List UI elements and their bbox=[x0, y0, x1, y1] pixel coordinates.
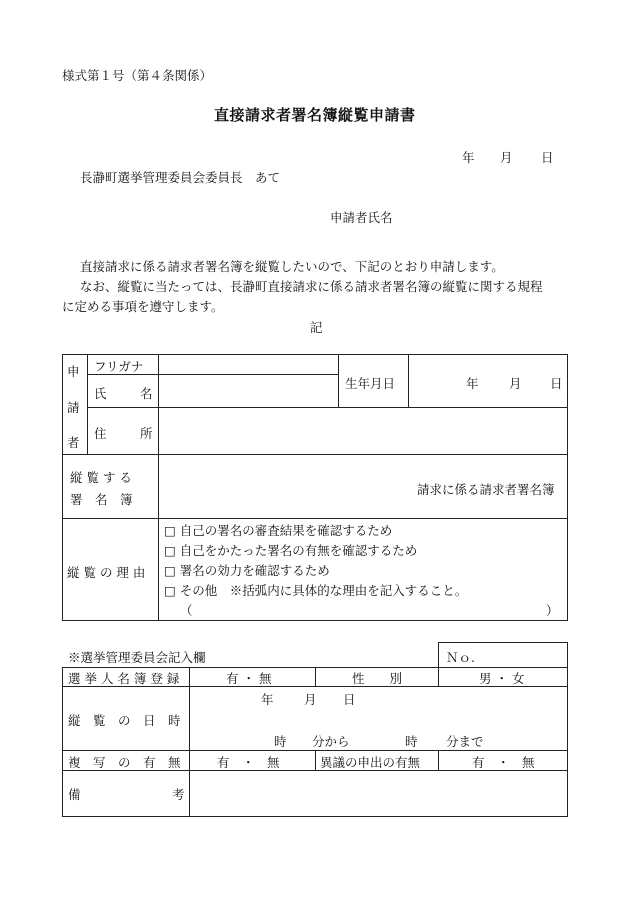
reason-paren-close: ） bbox=[546, 603, 559, 618]
time-from: 分から bbox=[312, 734, 350, 749]
body-line-2: なお、縦覧に当たっては、長瀞町直接請求に係る請求者署名簿の縦覧に関する規程 bbox=[80, 279, 543, 294]
applicant-side-label-3: 者 bbox=[67, 435, 80, 450]
address-label-1: 住 bbox=[94, 426, 107, 441]
ki-label: 記 bbox=[310, 320, 323, 335]
view-date-label: 縦 覧 の 日 時 bbox=[68, 713, 181, 728]
name-label-2: 名 bbox=[140, 386, 153, 401]
furigana-label: フリガナ bbox=[94, 359, 144, 374]
sex-value: 男 ・ 女 bbox=[479, 671, 525, 686]
date-day: 日 bbox=[541, 150, 554, 165]
applicant-name-label: 申請者氏名 bbox=[330, 210, 393, 225]
reason-paren-open: （ bbox=[180, 603, 193, 618]
checkbox-icon[interactable]: □ bbox=[164, 563, 176, 578]
checkbox-icon[interactable]: □ bbox=[164, 543, 176, 558]
time-from-hour: 時 bbox=[274, 734, 287, 749]
birth-day: 日 bbox=[550, 376, 563, 391]
sex-label: 性 別 bbox=[352, 671, 403, 686]
date-year: 年 bbox=[462, 150, 475, 165]
checkbox-icon[interactable]: □ bbox=[164, 583, 176, 598]
address-label-2: 所 bbox=[140, 426, 153, 441]
birth-label: 生年月日 bbox=[345, 376, 396, 391]
reason-option-3[interactable]: □ 署名の効力を確認するため bbox=[164, 563, 330, 578]
page-title: 直接請求者署名簿縦覧申請書 bbox=[214, 106, 416, 124]
addressee: 長瀞町選挙管理委員会委員長 あて bbox=[80, 170, 281, 185]
body-line-3: に定める事項を遵守します。 bbox=[62, 299, 224, 314]
time-to: 分まで bbox=[446, 734, 484, 749]
view-year: 年 bbox=[261, 692, 274, 707]
checkbox-icon[interactable]: □ bbox=[164, 523, 176, 538]
objection-label: 異議の申出の有無 bbox=[320, 755, 421, 770]
objection-value: 有 ・ 無 bbox=[472, 755, 535, 770]
copy-value: 有 ・ 無 bbox=[217, 755, 280, 770]
reason-option-2[interactable]: □ 自己をかたった署名の有無を確認するため bbox=[164, 543, 418, 558]
view-day: 日 bbox=[343, 692, 356, 707]
reason-option-1[interactable]: □ 自己の署名の審査結果を確認するため bbox=[164, 523, 393, 538]
remarks-label-1: 備 bbox=[68, 787, 81, 802]
birth-year: 年 bbox=[466, 376, 479, 391]
voter-reg-label: 選 挙 人 名 簿 登 録 bbox=[68, 671, 180, 686]
reason-option-4[interactable]: □ その他 ※括弧内に具体的な理由を記入すること。 bbox=[164, 583, 468, 598]
office-no-label: Ｎｏ. bbox=[446, 650, 475, 665]
office-header: ※選挙管理委員会記入欄 bbox=[68, 650, 206, 665]
roster-value: 請求に係る請求者署名簿 bbox=[417, 482, 555, 497]
name-label-1: 氏 bbox=[94, 386, 107, 401]
applicant-side-label-1: 申 bbox=[67, 364, 80, 379]
birth-month: 月 bbox=[509, 376, 522, 391]
view-month: 月 bbox=[304, 692, 317, 707]
voter-reg-value: 有 ・ 無 bbox=[226, 671, 272, 686]
applicant-side-label-2: 請 bbox=[67, 400, 80, 415]
date-month: 月 bbox=[500, 150, 513, 165]
remarks-label-2: 考 bbox=[172, 787, 185, 802]
form-number: 様式第１号（第４条関係） bbox=[62, 68, 213, 83]
roster-label-line2: 署 名 簿 bbox=[70, 492, 133, 507]
reason-label: 縦 覧 の 理 由 bbox=[67, 565, 146, 580]
body-line-1: 直接請求に係る請求者署名簿を縦覧したいので、下記のとおり申請します。 bbox=[80, 259, 504, 274]
roster-label-line1: 縦 覧 す る bbox=[70, 470, 132, 485]
time-to-hour: 時 bbox=[405, 734, 418, 749]
copy-label: 複 写 の 有 無 bbox=[68, 755, 181, 770]
